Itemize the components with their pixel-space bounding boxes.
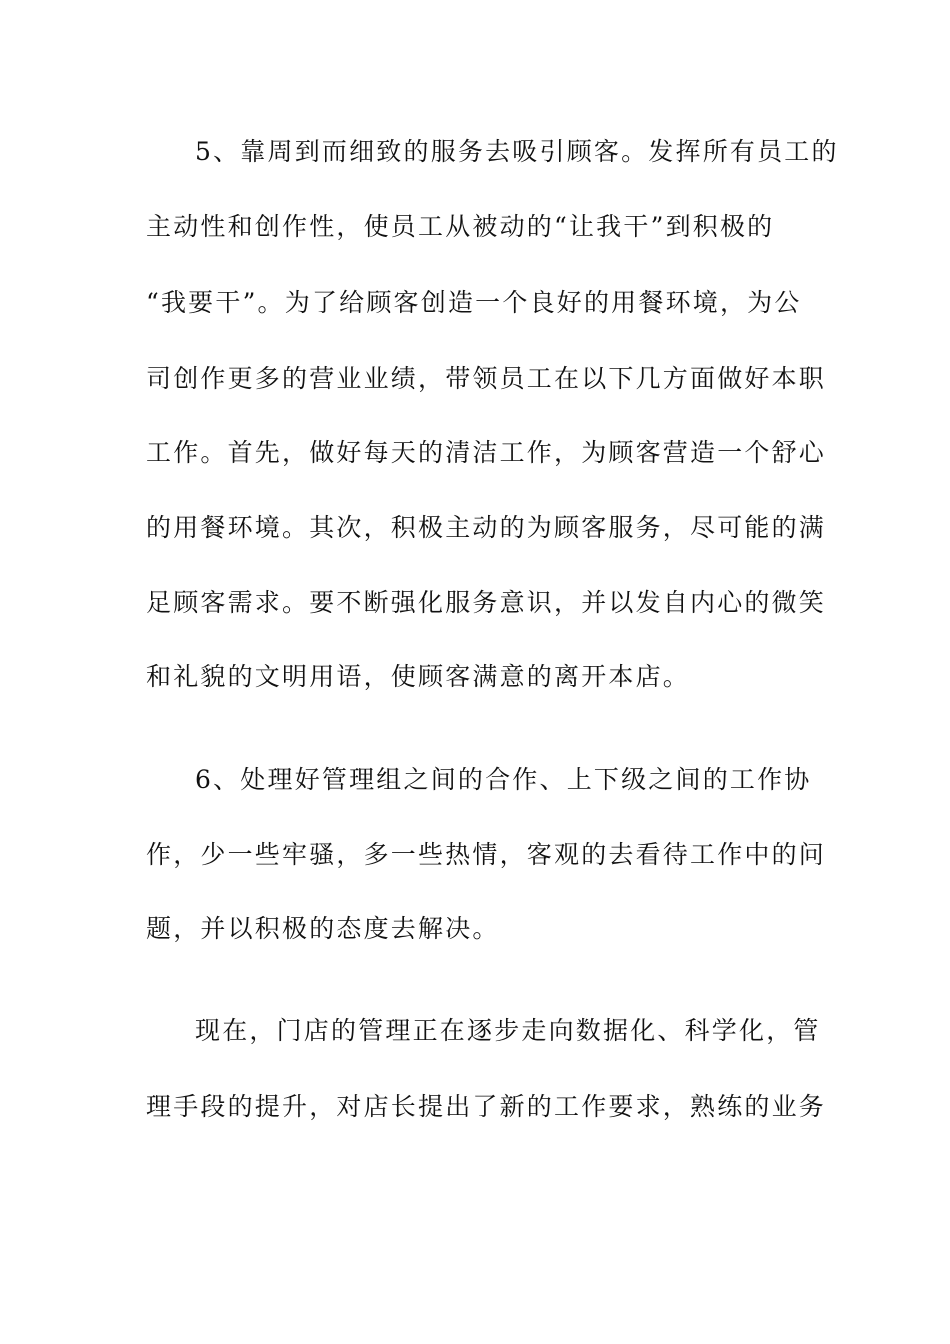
paragraph-6-line-2: 作，少一些牢骚，多一些热情，客观的去看待工作中的问 (146, 840, 827, 869)
paragraph-5-line-8: 和礼貌的文明用语，使顾客满意的离开本店。 (146, 662, 691, 691)
paragraph-5-line-5: 工作。首先，做好每天的清洁工作，为顾客营造一个舒心 (146, 438, 827, 467)
paragraph-7-line-1: 现在，门店的管理正在逐步走向数据化、科学化，管 (195, 1016, 821, 1045)
paragraph-5-line-1: 5、靠周到而细致的服务去吸引顾客。发挥所有员工的 (195, 137, 839, 166)
paragraph-6-line-3: 题，并以积极的态度去解决。 (146, 914, 500, 943)
paragraph-7-line-2: 理手段的提升，对店长提出了新的工作要求，熟练的业务 (146, 1092, 827, 1121)
paragraph-6-line-1: 6、处理好管理组之间的合作、上下级之间的工作协 (195, 765, 812, 794)
paragraph-5-line-3: “我要干”。为了给顾客创造一个良好的用餐环境，为公 (146, 288, 802, 317)
paragraph-5-line-7: 足顾客需求。要不断强化服务意识，并以发自内心的微笑 (146, 588, 827, 617)
paragraph-5-line-6: 的用餐环境。其次，积极主动的为顾客服务，尽可能的满 (146, 513, 827, 542)
paragraph-5-line-4: 司创作更多的营业业绩，带领员工在以下几方面做好本职 (146, 364, 827, 393)
paragraph-5-line-2: 主动性和创作性，使员工从被动的“让我干”到积极的 (146, 212, 775, 241)
